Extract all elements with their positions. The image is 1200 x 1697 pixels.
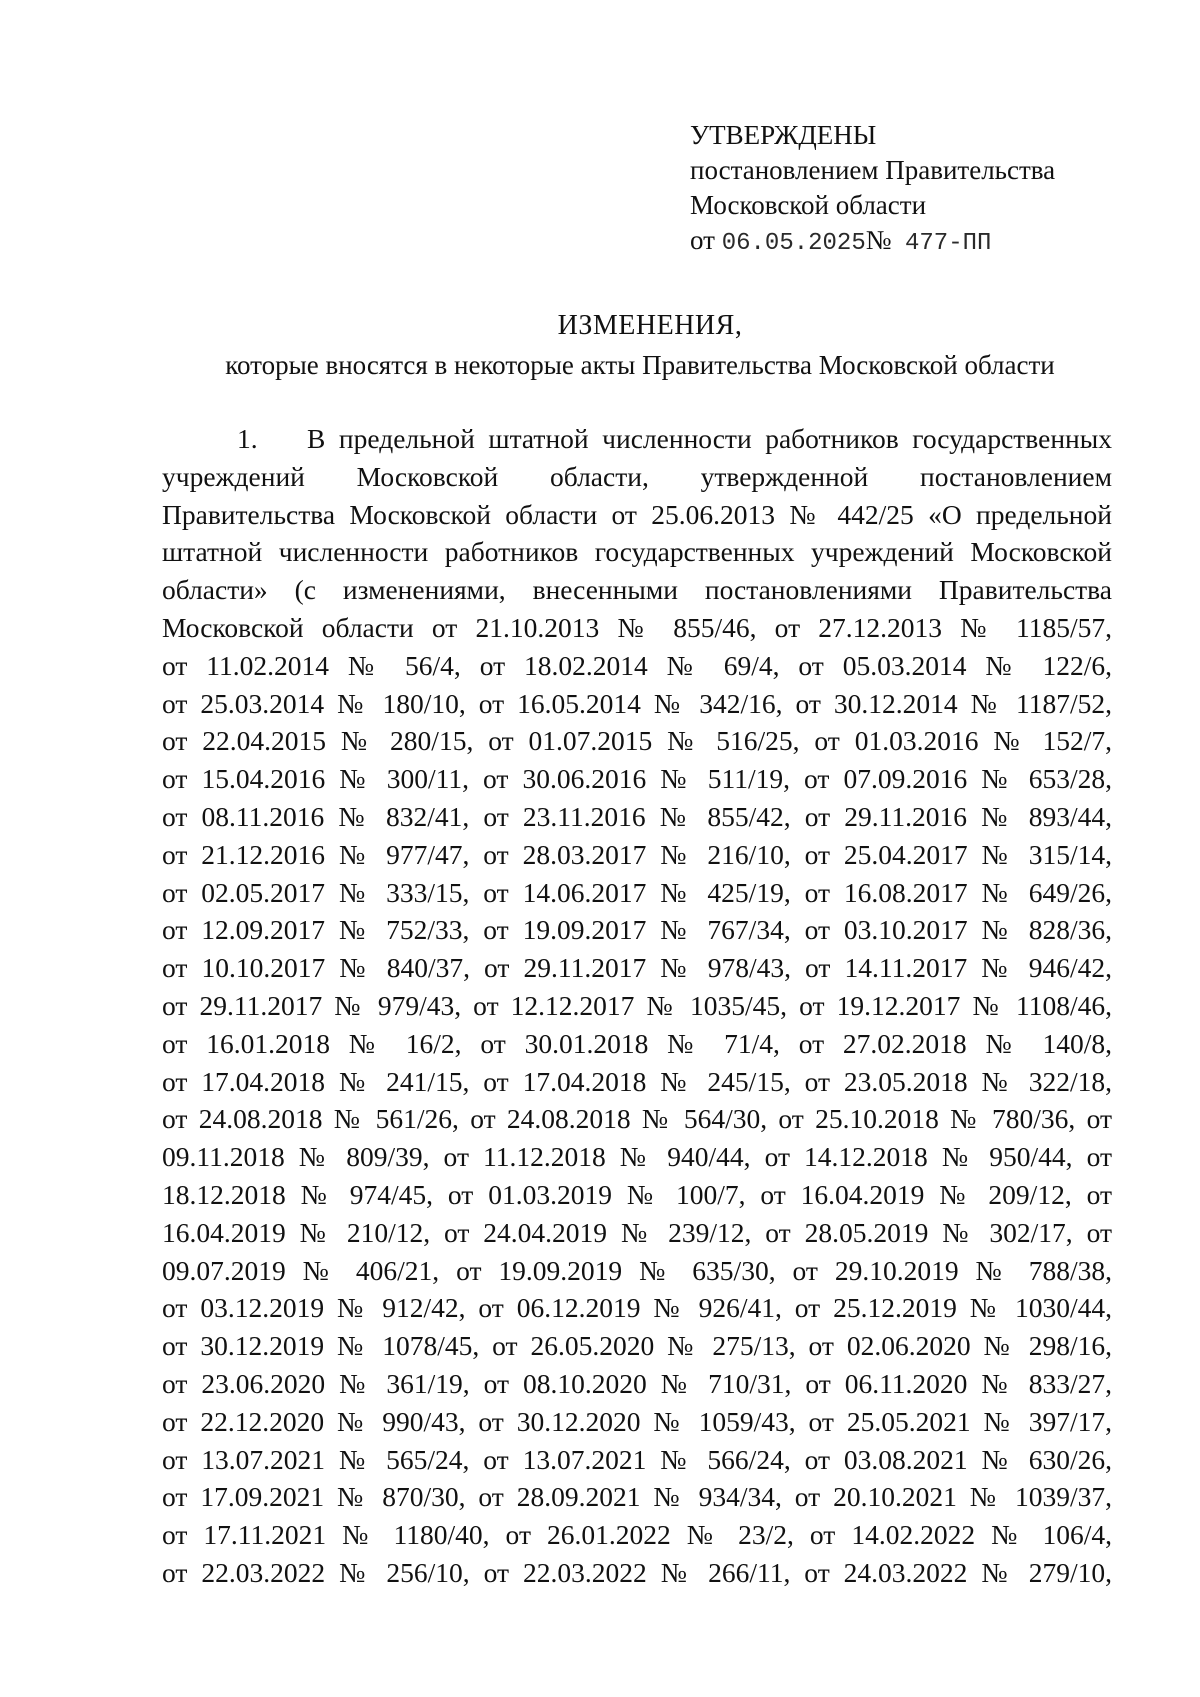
paragraph-line-text: от 29.11.2017 № 979/43, от 12.12.2017 № 1035/45, от 19.12.2017 № 1108/46, (162, 989, 1112, 1021)
paragraph-line-text: от 22.04.2015 № 280/15, от 01.07.2015 № 516/25, от 01.03.2016 № 152/7, (162, 725, 1112, 757)
paragraph-line-text: от 17.09.2021 № 870/30, от 28.09.2021 № 934/34, от 20.10.2021 № 1039/37, (162, 1481, 1112, 1513)
paragraph-line (162, 1063, 1112, 1101)
paragraph-line-text: области» (с изменениями, внесенными постановлениями Правительства (162, 574, 1112, 606)
paragraph-line-text: Московской области от 21.10.2013 № 855/46, от 27.12.2013 № 1185/57, (162, 611, 1112, 643)
paragraph-line (162, 874, 1112, 912)
approval-line-1: постановлением Правительства (690, 155, 1056, 185)
paragraph-line (162, 1441, 1112, 1479)
paragraph-line-text: от 24.08.2018 № 561/26, от 24.08.2018 № 564/30, от 25.10.2018 № 780/36, от (162, 1103, 1112, 1135)
approval-date: 06.05.2025 (721, 230, 866, 257)
paragraph-line (162, 609, 1112, 647)
paragraph-line (162, 1025, 1112, 1063)
paragraph-line (162, 458, 1112, 496)
paragraph-line-text: от 16.01.2018 № 16/2, от 30.01.2018 № 71/4, от 27.02.2018 № 140/8, (162, 1027, 1112, 1059)
paragraph-line-text: от 21.12.2016 № 977/47, от 28.03.2017 № 216/10, от 25.04.2017 № 315/14, (162, 838, 1112, 870)
document-title: ИЗМЕНЕНИЯ, (557, 310, 743, 341)
paragraph-line (162, 1252, 1112, 1290)
paragraph-line-text: от 17.04.2018 № 241/15, от 17.04.2018 № 245/15, от 23.05.2018 № 322/18, (162, 1065, 1112, 1097)
paragraph-line (162, 1365, 1112, 1403)
paragraph-line (162, 836, 1112, 874)
paragraph-line-text: Правительства Московской области от 25.06.2013 № 442/25 «О предельной (162, 498, 1112, 530)
paragraph-line (162, 533, 1112, 571)
paragraph-line (162, 1403, 1112, 1441)
paragraph-line (162, 1554, 1112, 1592)
paragraph-body (162, 420, 1112, 1592)
paragraph-line (162, 798, 1112, 836)
approval-date-line (690, 223, 1055, 261)
paragraph-line-text: от 23.06.2020 № 361/19, от 08.10.2020 № 710/31, от 06.11.2020 № 833/27, (162, 1367, 1112, 1399)
paragraph-line (162, 987, 1112, 1025)
paragraph-line (162, 1138, 1112, 1176)
paragraph-line (162, 1289, 1112, 1327)
paragraph-line-text: 09.07.2019 № 406/21, от 19.09.2019 № 635/30, от 29.10.2019 № 788/38, (162, 1254, 1112, 1286)
paragraph-line (162, 571, 1112, 609)
paragraph-line-text: от 02.05.2017 № 333/15, от 14.06.2017 № 425/19, от 16.08.2017 № 649/26, (162, 876, 1112, 908)
paragraph-line (162, 1327, 1112, 1365)
paragraph-line (162, 911, 1112, 949)
approval-line-2: Московской области (690, 190, 927, 220)
paragraph-line-text: от 03.12.2019 № 912/42, от 06.12.2019 № 926/41, от 25.12.2019 № 1030/44, (162, 1292, 1112, 1324)
paragraph-line (162, 760, 1112, 798)
approval-number: 477-ПП (905, 230, 992, 257)
paragraph-line-text: от 13.07.2021 № 565/24, от 13.07.2021 № 566/24, от 03.08.2021 № 630/26, (162, 1443, 1112, 1475)
paragraph-line-text: от 22.03.2022 № 256/10, от 22.03.2022 № 266/11, от 24.03.2022 № 279/10, (162, 1556, 1112, 1588)
paragraph-line (162, 1176, 1112, 1214)
paragraph-line (162, 949, 1112, 987)
approval-heading: УТВЕРЖДЕНЫ (690, 120, 877, 150)
paragraph-line (162, 1478, 1112, 1516)
paragraph-line-text: от 17.11.2021 № 1180/40, от 26.01.2022 № 23/2, от 14.02.2022 № 106/4, (162, 1519, 1112, 1551)
paragraph-line-text: штатной численности работников государственных учреждений Московской (162, 536, 1112, 568)
paragraph-line (162, 496, 1112, 534)
approval-number-sign: № (865, 225, 892, 255)
paragraph-line-text: В предельной штатной численности работников государственных (307, 423, 1112, 454)
paragraph-line-text: от 15.04.2016 № 300/11, от 30.06.2016 № 511/19, от 07.09.2016 № 653/28, (162, 763, 1112, 795)
paragraph-number: 1. (237, 423, 258, 454)
paragraph-line (162, 1516, 1112, 1554)
paragraph-line (162, 420, 1112, 458)
paragraph-line-text: от 11.02.2014 № 56/4, от 18.02.2014 № 69/4, от 05.03.2014 № 122/6, (162, 649, 1112, 681)
paragraph-line-text: 18.12.2018 № 974/45, от 01.03.2019 № 100/7, от 16.04.2019 № 209/12, от (162, 1178, 1112, 1210)
paragraph-line-text: от 10.10.2017 № 840/37, от 29.11.2017 № 978/43, от 14.11.2017 № 946/42, (162, 952, 1112, 984)
paragraph-line-text: от 25.03.2014 № 180/10, от 16.05.2014 № 342/16, от 30.12.2014 № 1187/52, (162, 687, 1112, 719)
paragraph-line-text: 09.11.2018 № 809/39, от 11.12.2018 № 940/44, от 14.12.2018 № 950/44, от (162, 1141, 1112, 1173)
paragraph-line-text: от 22.12.2020 № 990/43, от 30.12.2020 № 1059/43, от 25.05.2021 № 397/17, (162, 1405, 1112, 1437)
approval-date-prefix: от (690, 225, 715, 255)
paragraph-line (162, 722, 1112, 760)
paragraph-line-text: учреждений Московской области, утвержденной постановлением (162, 460, 1112, 492)
paragraph-line (162, 685, 1112, 723)
paragraph-line (162, 1214, 1112, 1252)
paragraph-line-text: от 08.11.2016 № 832/41, от 23.11.2016 № 855/42, от 29.11.2016 № 893/44, (162, 800, 1112, 832)
paragraph-line (162, 1100, 1112, 1138)
document-subtitle: которые вносятся в некоторые акты Правительства Московской области (225, 350, 1055, 380)
paragraph-line (162, 647, 1112, 685)
paragraph-line-text: 16.04.2019 № 210/12, от 24.04.2019 № 239/12, от 28.05.2019 № 302/17, от (162, 1216, 1112, 1248)
approval-stamp-block (690, 118, 1055, 261)
paragraph-line-text: от 12.09.2017 № 752/33, от 19.09.2017 № 767/34, от 03.10.2017 № 828/36, (162, 914, 1112, 946)
paragraph-line-text: от 30.12.2019 № 1078/45, от 26.05.2020 № 275/13, от 02.06.2020 № 298/16, (162, 1330, 1112, 1362)
